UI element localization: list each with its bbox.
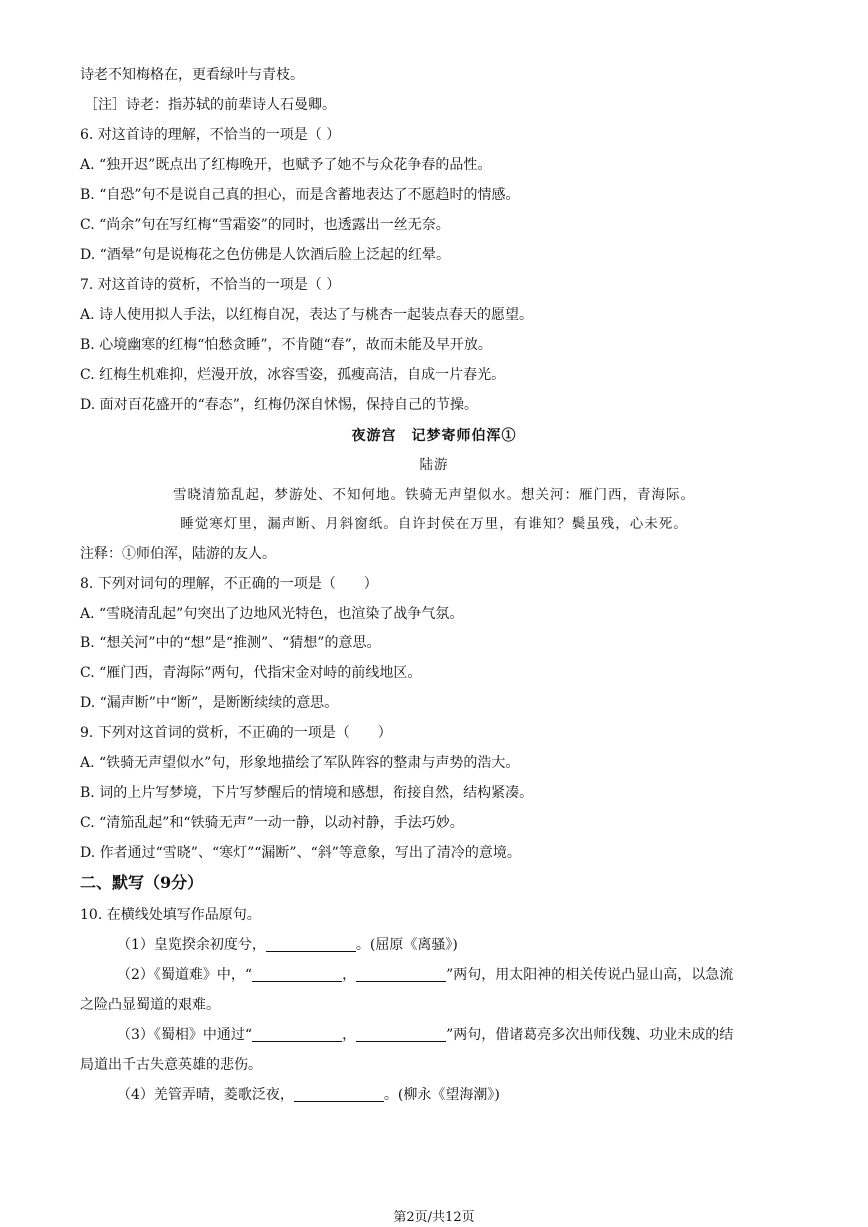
answer-blank[interactable] [266, 937, 356, 952]
question-6-stem: 6. 对这首诗的理解，不恰当的一项是（ ） [80, 127, 341, 143]
question-7-option-b: B. 心境幽寒的红梅“怕愁贪睡”，不肯随“春”，故而未能及早开放。 [80, 337, 492, 353]
poem-line-1: 雪晓清笳乱起，梦游处、不知何地。铁骑无声望似水。想关河：雁门西，青海际。 [173, 487, 695, 503]
answer-blank[interactable] [294, 1087, 384, 1102]
question-7-stem: 7. 对这首诗的赏析，不恰当的一项是（ ） [80, 277, 341, 293]
item-2-separator: ， [342, 967, 357, 983]
poem-line-2: 睡觉寒灯里，漏声断、月斜窗纸。自许封侯在万里，有谁知？鬓虽残，心未死。 [180, 516, 688, 532]
question-8-option-c: C. “雁门西，青海际”两句，代指宋金对峙的前线地区。 [80, 665, 422, 681]
question-8-option-b: B. “想关河”中的“想”是“推测”、“猜想”的意思。 [80, 635, 381, 651]
poem-author: 陆游 [419, 457, 449, 473]
poem-last-line: 诗老不知梅格在，更看绿叶与青枝。 [80, 67, 304, 83]
note-line: ［注］诗老：指苏轼的前辈诗人石曼卿。 [84, 97, 336, 113]
item-2-prefix: （2）《蜀道难》中，“ [117, 967, 253, 983]
question-9-stem: 9. 下列对这首词的赏析，不正确的一项是（ ） [80, 725, 392, 741]
page-footer: 第2页/共12页 [393, 1210, 475, 1225]
question-10-stem: 10. 在横线处填写作品原句。 [80, 907, 261, 923]
question-10-item-1 [117, 936, 458, 954]
item-1-suffix: 。(屈原《离骚》) [355, 937, 458, 953]
question-9-option-b: B. 词的上片写梦境，下片写梦醒后的情境和感想，衔接自然，结构紧凑。 [80, 785, 534, 801]
question-10-item-3 [117, 1026, 733, 1044]
question-7-option-a: A. 诗人使用拟人手法，以红梅自况，表达了与桃杏一起装点春天的愿望。 [80, 307, 534, 323]
question-9-option-c: C. “清笳乱起”和“铁骑无声”一动一静，以动衬静，手法巧妙。 [80, 815, 464, 831]
question-8-stem: 8. 下列对词句的理解，不正确的一项是（ ） [80, 576, 378, 592]
question-10-item-2 [117, 966, 733, 984]
question-6-option-c: C. “尚余”句在写红梅“雪霜姿”的同时，也透露出一丝无奈。 [80, 217, 450, 233]
poem-annotation: 注释：①师伯浑，陆游的友人。 [80, 546, 276, 562]
question-6-option-b: B. “自恐”句不是说自己真的担心，而是含蓄地表达了不愿趋时的情感。 [80, 187, 520, 203]
item-1-prefix: （1）皇览揆余初度兮， [117, 937, 266, 953]
question-8-option-d: D. “漏声断”中“断”，是断断续续的意思。 [80, 695, 339, 711]
item-2-suffix: ”两句，用太阳神的相关传说凸显山高，以急流 [446, 967, 734, 983]
item-4-prefix: （4）羌管弄晴，菱歌泛夜， [117, 1087, 294, 1103]
item-4-suffix: 。(柳永《望海潮》) [383, 1087, 500, 1103]
question-8-option-a: A. “雪晓清乱起”句突出了边地风光特色，也渲染了战争气氛。 [80, 606, 464, 622]
answer-blank[interactable] [356, 967, 446, 982]
item-3-suffix: ”两句，借诸葛亮多次出师伐魏、功业未成的结 [446, 1027, 734, 1043]
question-7-option-d: D. 面对百花盛开的“春态”，红梅仍深自怵惕，保持自己的节操。 [80, 397, 478, 413]
item-3-prefix: （3）《蜀相》中通过“ [117, 1027, 253, 1043]
question-6-option-d: D. “酒晕”句是说梅花之色仿佛是人饮酒后脸上泛起的红晕。 [80, 247, 450, 263]
question-10-item-2-continued: 之险凸显蜀道的艰难。 [80, 997, 220, 1013]
question-6-option-a: A. “独开迟”既点出了红梅晚开，也赋予了她不与众花争春的品性。 [80, 157, 492, 173]
section-title: 二、默写（9分） [80, 873, 204, 892]
answer-blank[interactable] [252, 967, 342, 982]
answer-blank[interactable] [252, 1027, 342, 1042]
answer-blank[interactable] [356, 1027, 446, 1042]
poem-title: 夜游宫 记梦寄师伯浑① [351, 428, 517, 444]
question-9-option-d: D. 作者通过“雪晓”、“寒灯”“漏断”、“斜”等意象，写出了清冷的意境。 [80, 845, 521, 861]
question-9-option-a: A. “铁骑无声望似水”句，形象地描绘了军队阵容的整肃与声势的浩大。 [80, 755, 520, 771]
question-10-item-3-continued: 局道出千古失意英雄的悲伤。 [80, 1057, 262, 1073]
item-3-separator: ， [342, 1027, 357, 1043]
question-7-option-c: C. 红梅生机难抑，烂漫开放，冰容雪姿，孤瘦高洁，自成一片春光。 [80, 367, 506, 383]
question-10-item-4 [117, 1086, 500, 1104]
